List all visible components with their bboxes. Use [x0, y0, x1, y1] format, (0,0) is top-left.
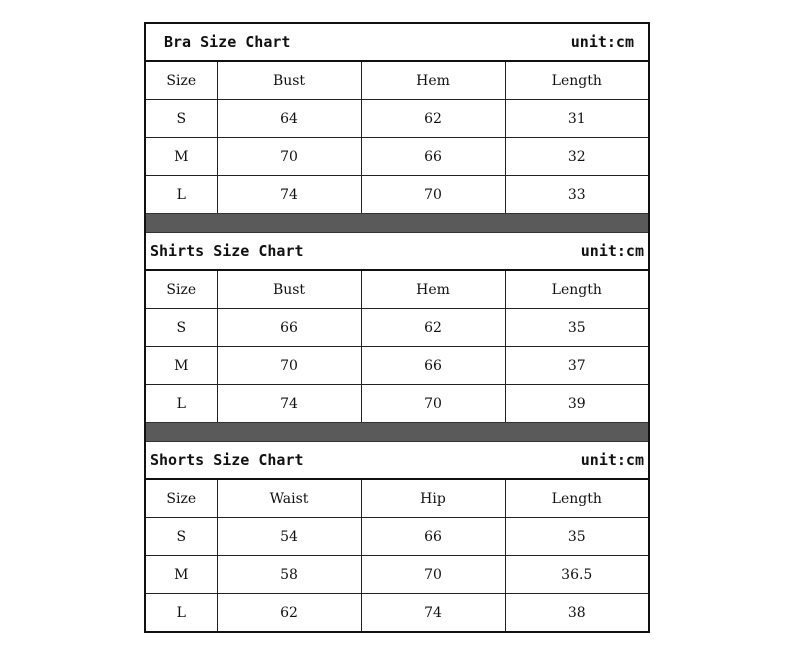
table-cell: 66 [361, 518, 505, 556]
column-header: Hip [361, 480, 505, 518]
table-cell: L [146, 385, 217, 423]
section-divider [146, 422, 648, 442]
table-row [146, 309, 648, 347]
table-cell: M [146, 347, 217, 385]
table-cell: S [146, 100, 217, 138]
column-header: Hem [361, 62, 505, 100]
unit-label: unit:cm [580, 242, 644, 260]
size-chart-document [144, 22, 650, 633]
table-cell: 70 [361, 385, 505, 423]
section-header-shirts [146, 233, 648, 271]
table-cell: 74 [217, 176, 361, 214]
section-title: Bra Size Chart [164, 33, 291, 51]
section-title: Shirts Size Chart [150, 242, 304, 260]
table-cell: L [146, 594, 217, 632]
table-cell: 74 [217, 385, 361, 423]
column-header: Size [146, 62, 217, 100]
table-header-row [146, 480, 648, 518]
table-cell: 58 [217, 556, 361, 594]
column-header: Waist [217, 480, 361, 518]
table-cell: L [146, 176, 217, 214]
size-table-shorts [146, 480, 648, 631]
column-header: Length [505, 62, 648, 100]
table-cell: 36.5 [505, 556, 648, 594]
table-cell: 66 [361, 347, 505, 385]
column-header: Bust [217, 62, 361, 100]
column-header: Hem [361, 271, 505, 309]
table-cell: S [146, 309, 217, 347]
size-table-shirts [146, 271, 648, 422]
table-cell: 70 [361, 176, 505, 214]
table-cell: 66 [361, 138, 505, 176]
table-cell: 31 [505, 100, 648, 138]
size-table-bra [146, 62, 648, 213]
unit-label: unit:cm [580, 451, 644, 469]
table-cell: S [146, 518, 217, 556]
table-row [146, 138, 648, 176]
table-cell: 35 [505, 309, 648, 347]
table-cell: 66 [217, 309, 361, 347]
table-cell: 62 [217, 594, 361, 632]
section-header-bra [146, 24, 648, 62]
table-cell: 33 [567, 186, 586, 203]
column-header: Length [505, 271, 648, 309]
table-cell: 70 [217, 138, 361, 176]
table-cell: 70 [217, 347, 361, 385]
table-header-row [146, 62, 648, 100]
table-row [146, 347, 648, 385]
table-cell: 54 [217, 518, 361, 556]
table-cell: 32 [505, 138, 648, 176]
table-row [146, 176, 648, 214]
table-cell: 35 [505, 518, 648, 556]
table-cell: 70 [361, 556, 505, 594]
table-cell: 62 [361, 100, 505, 138]
column-header: Size [146, 480, 217, 518]
table-cell: 39 [567, 395, 586, 412]
table-cell: 64 [217, 100, 361, 138]
section-header-shorts [146, 442, 648, 480]
table-row [146, 518, 648, 556]
table-cell: 38 [567, 604, 586, 621]
table-row [146, 385, 648, 423]
section-title: Shorts Size Chart [150, 451, 304, 469]
table-row [146, 594, 648, 632]
column-header: Length [505, 480, 648, 518]
column-header: Size [146, 271, 217, 309]
table-cell: 74 [361, 594, 505, 632]
column-header: Bust [217, 271, 361, 309]
unit-label: unit:cm [570, 33, 634, 51]
table-cell: M [146, 556, 217, 594]
section-divider [146, 213, 648, 233]
table-row [146, 556, 648, 594]
table-row [146, 100, 648, 138]
table-cell: M [146, 138, 217, 176]
table-header-row [146, 271, 648, 309]
table-cell: 37 [505, 347, 648, 385]
table-cell: 62 [361, 309, 505, 347]
